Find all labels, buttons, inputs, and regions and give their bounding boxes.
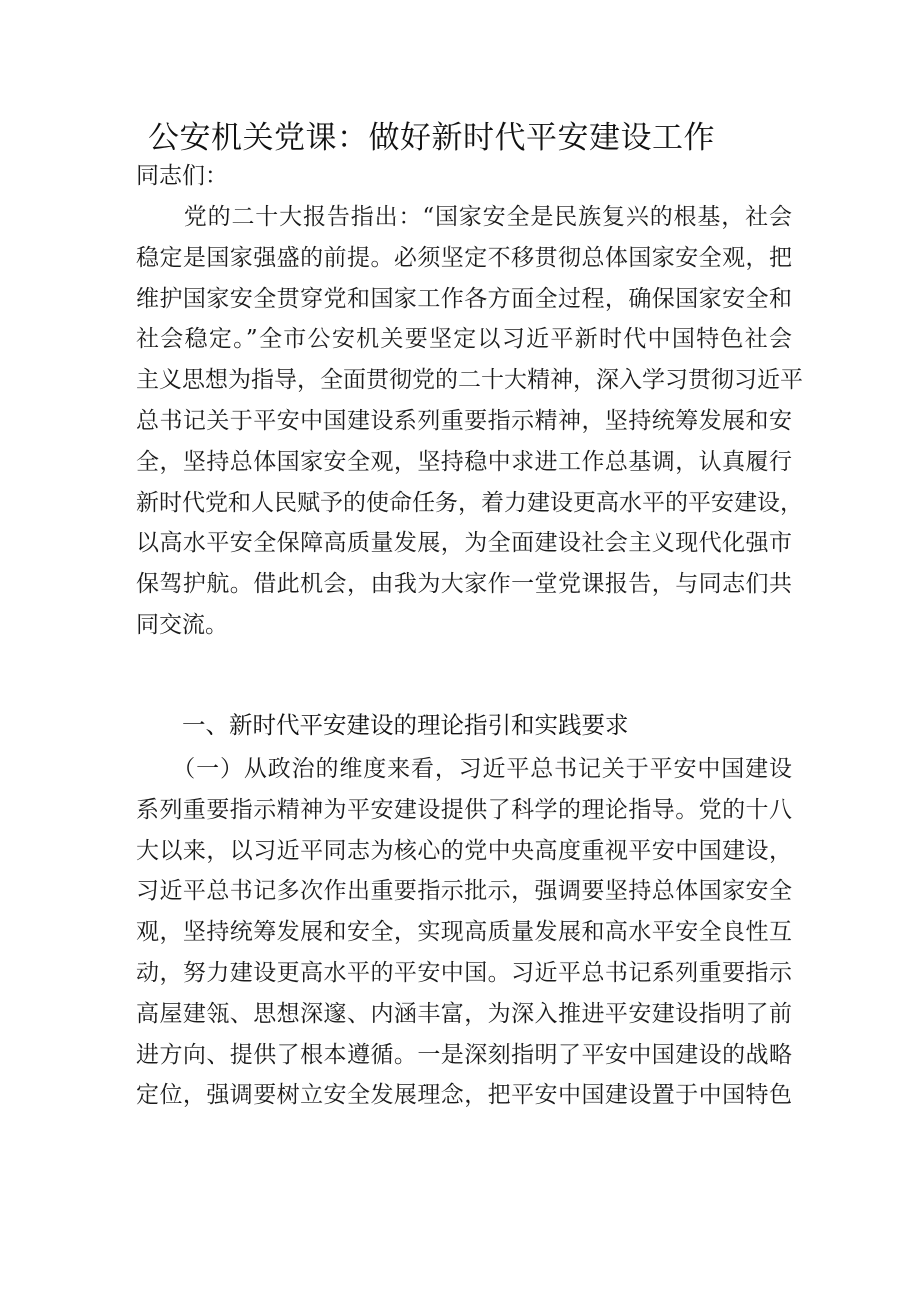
section-heading: 一、新时代平安建设的理论指引和实践要求	[182, 711, 629, 739]
paragraph-line: 习近平总书记多次作出重要指示批示，强调要坚持总体国家安全	[136, 878, 792, 905]
paragraph-line: 党的二十大报告指出：“国家安全是民族复兴的根基，社会	[136, 204, 792, 230]
paragraph-1	[136, 197, 803, 646]
paragraph-line: 保驾护航。借此机会，由我为大家作一堂党课报告，与同志们共	[136, 571, 792, 598]
paragraph-line: 定位，强调要树立安全发展理念，把平安中国建设置于中国特色	[136, 1082, 792, 1109]
paragraph-line: 社会稳定。”全市公安机关要坚定以习近平新时代中国特色社会	[136, 326, 792, 353]
paragraph-line: （一）从政治的维度来看，习近平总书记关于平安中国建设	[136, 756, 792, 782]
paragraph-2	[136, 749, 792, 1116]
paragraph-line: 观，坚持统筹发展和安全，实现高质量发展和高水平安全良性互	[136, 919, 792, 946]
paragraph-line: 全，坚持总体国家安全观，坚持稳中求进工作总基调，认真履行	[136, 448, 792, 475]
paragraph-line: 系列重要指示精神为平安建设提供了科学的理论指导。党的十八	[136, 796, 792, 823]
paragraph-line: 新时代党和人民赋予的使命任务，着力建设更高水平的平安建设，	[136, 489, 803, 516]
paragraph-line: 总书记关于平安中国建设系列重要指示精神，坚持统筹发展和安	[136, 407, 792, 434]
paragraph-line: 动，努力建设更高水平的平安中国。习近平总书记系列重要指示	[136, 959, 792, 986]
document-title: 公安机关党课：做好新时代平安建设工作	[148, 120, 715, 156]
paragraph-line: 以高水平安全保障高质量发展，为全面建设社会主义现代化强市	[136, 530, 792, 557]
paragraph-line: 同交流。	[136, 611, 228, 638]
greeting: 同志们：	[136, 163, 228, 189]
paragraph-line: 维护国家安全贯穿党和国家工作各方面全过程，确保国家安全和	[136, 285, 792, 312]
paragraph-line: 大以来，以习近平同志为核心的党中央高度重视平安中国建设，	[136, 837, 792, 864]
paragraph-line: 主义思想为指导，全面贯彻党的二十大精神，深入学习贯彻习近平	[136, 367, 803, 394]
paragraph-line: 进方向、提供了根本遵循。一是深刻指明了平安中国建设的战略	[136, 1041, 792, 1068]
paragraph-line: 稳定是国家强盛的前提。必须坚定不移贯彻总体国家安全观，把	[136, 244, 792, 271]
paragraph-line: 高屋建瓴、思想深邃、内涵丰富，为深入推进平安建设指明了前	[136, 1000, 792, 1027]
